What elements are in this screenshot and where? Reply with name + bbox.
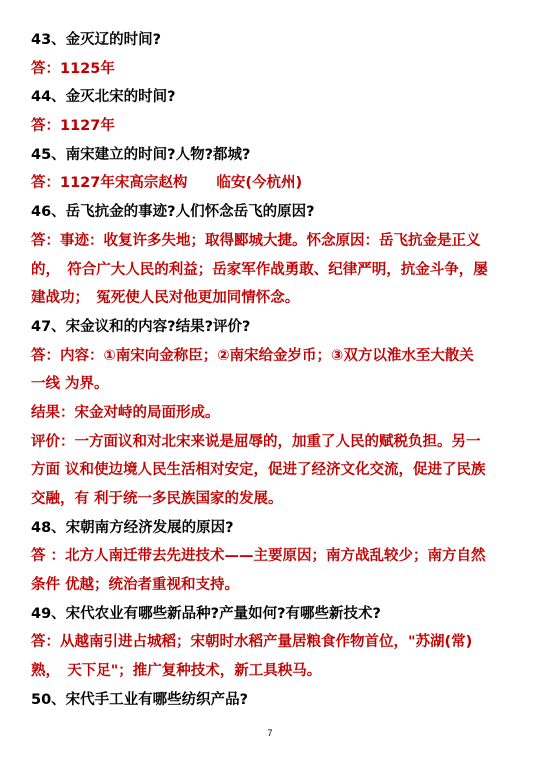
question-44: 44、金灭北宋的时间? [31,89,176,106]
page-number: 7 [267,728,273,738]
document-body [31,26,511,715]
answer-47-result: 结果：宋金对峙的局面形成。 [31,404,220,421]
answer-47-line-2: 一线 为界。 [31,376,109,393]
answer-48-line-1: 答 ：北方人南迁带去先进技术——主要原因；南方战乱较少；南方自然 [31,548,486,565]
question-46: 46、岳飞抗金的事迹?人们怀念岳飞的原因? [31,204,315,221]
answer-46-line-2: 的， 符合广大人民的利益；岳家军作战勇敢、纪律严明，抗金斗争，屡 [31,261,488,278]
answer-44: 答：1127年 [31,118,115,135]
answer-43: 答：1125年 [31,60,115,77]
question-50: 50、宋代手工业有哪些纺织产品? [31,691,249,708]
question-48: 48、宋朝南方经济发展的原因? [31,519,234,536]
answer-49-line-2: 熟， 天下足"；推广复种技术，新工具秧马。 [31,663,322,680]
question-43: 43、金灭辽的时间? [31,32,162,48]
question-47: 47、宋金议和的内容?结果?评价? [31,318,251,335]
answer-47-evaluation-line-3: 交融，有 利于统一多民族国家的发展。 [31,491,283,507]
answer-45: 答：1127年宋高宗赵构 临安(今杭州) [31,175,303,192]
answer-47-evaluation-line-2: 方面 议和使边境人民生活相对安定，促进了经济文化交流，促进了民族 [31,462,486,479]
answer-49-line-1: 答：从越南引进占城稻；宋朝时水稻产量居粮食作物首位，"苏湖(常) [31,634,473,651]
answer-47-evaluation-line-1: 评价：一方面议和对北宋来说是屈辱的，加重了人民的赋税负担。另一 [31,433,481,450]
answer-48-line-2: 条件 优越；统治者重视和支持。 [31,577,240,594]
question-45: 45、南宋建立的时间?人物?都城? [31,146,251,163]
answer-47-line-1: 答：内容：①南宋向金称臣；②南宋给金岁币；③双方以淮水至大散关 [31,347,474,364]
answer-46-line-1: 答：事迹：收复许多失地；取得郾城大捷。怀念原因：岳飞抗金是正义 [31,232,481,249]
question-49: 49、宋代农业有哪些新品种?产量如何?有哪些新技术? [31,605,381,622]
answer-46-line-3: 建战功； 冤死使人民对他更加同情怀念。 [31,290,300,307]
